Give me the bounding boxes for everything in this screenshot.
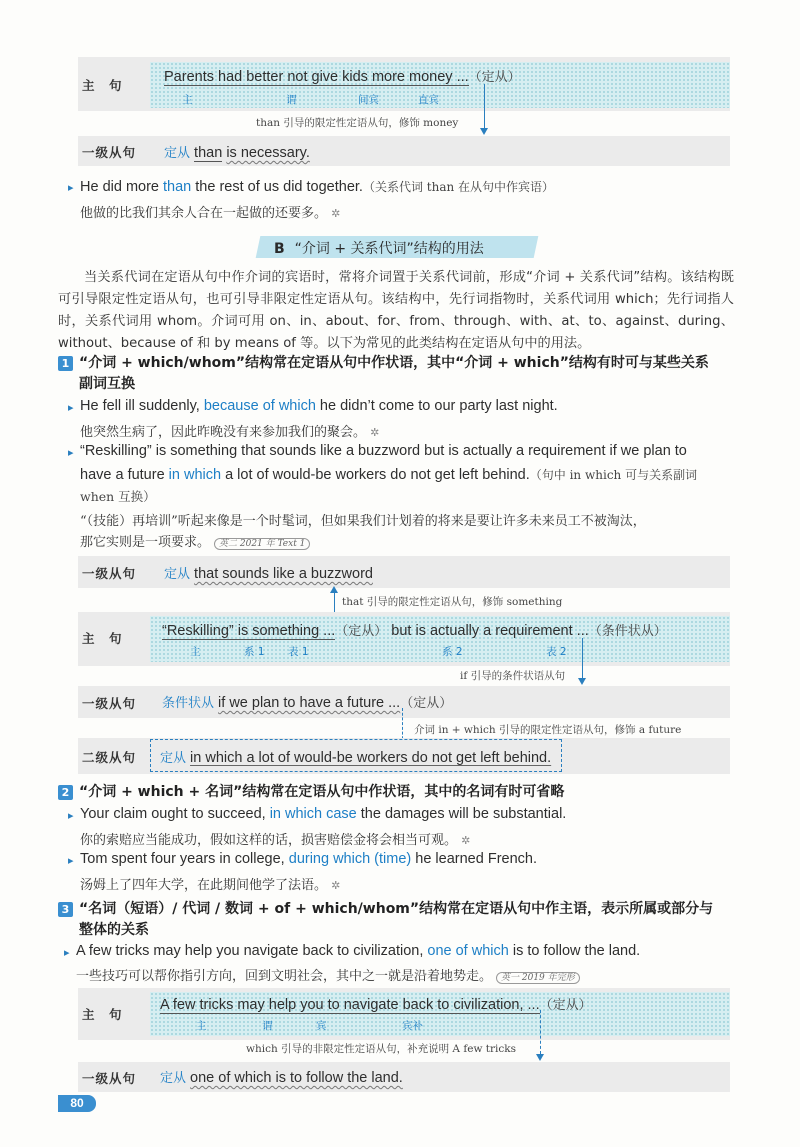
clause-type-label: 定从 <box>160 751 187 766</box>
point-title-continued: 副词互换 <box>79 376 135 392</box>
clause-tag: （定从） <box>539 998 592 1013</box>
clause-text: if we plan to have a future ... <box>218 695 401 711</box>
example-sentence-continued <box>80 466 697 483</box>
point-heading-1 <box>58 352 709 372</box>
grammar-note-continued: when 互换） <box>80 489 156 504</box>
role-predicative-2: 表 2 <box>546 646 567 658</box>
main-sentence-text: Parents had better not give kids more money ... <box>164 69 469 85</box>
connector-line <box>582 638 583 678</box>
annotation-note: that 引导的限定性定语从句，修饰 something <box>342 596 563 608</box>
section-title: “介词 + 关系代词”结构的用法 <box>294 241 484 257</box>
role-predicate: 谓 <box>286 94 297 106</box>
arrow-up-icon <box>330 586 338 593</box>
audio-icon[interactable]: ✲ <box>461 834 471 847</box>
audio-icon[interactable]: ✲ <box>370 426 380 439</box>
text: A few tricks may help you navigate back to civilization, <box>76 943 428 959</box>
annotation-note: than 引导的限定性定语从句，修饰 money <box>256 117 459 129</box>
audio-icon[interactable]: ✲ <box>331 879 341 892</box>
page-number: 80 <box>58 1095 96 1112</box>
sub-clause-sentence <box>164 142 310 161</box>
annotation-note: if 引导的条件状语从句 <box>460 670 566 682</box>
example-sentence <box>80 178 554 195</box>
arrow-down-icon <box>578 678 586 685</box>
point-title-continued: 整体的关系 <box>79 922 149 938</box>
text: Your claim ought to succeed, <box>80 806 270 822</box>
text: is to follow the land. <box>508 943 641 959</box>
point-heading-2 <box>58 781 564 801</box>
highlight: during which (time) <box>288 851 412 867</box>
sub-clause-sentence <box>160 1067 403 1086</box>
example-sentence <box>80 851 537 867</box>
arrow-down-icon <box>480 128 488 135</box>
connector-line <box>540 1010 541 1054</box>
clause-type-label: 条件状从 <box>162 696 215 711</box>
connector-line <box>484 84 485 128</box>
clause-type-label: 定从 <box>164 567 191 582</box>
role-object: 宾 <box>316 1020 327 1032</box>
example-translation-continued <box>80 531 310 550</box>
role-predicative-1: 表 1 <box>288 646 309 658</box>
main-clause-label: 主 句 <box>82 631 123 646</box>
clause-type-label: 定从 <box>160 1071 187 1086</box>
clause-tag: （定从） <box>468 70 521 85</box>
example-translation <box>80 874 340 893</box>
grammar-note: （关系代词 than 在从句中作宾语） <box>362 180 555 194</box>
example-translation <box>80 829 470 848</box>
annotation-note: 介词 in + which 引导的限定性定语从句，修饰 a future <box>414 724 682 736</box>
main-sentence <box>164 66 521 85</box>
text: He fell ill suddenly, <box>80 398 204 414</box>
main-sentence-text: but is actually a requirement ... <box>387 623 589 639</box>
intro-paragraph: 当关系代词在定语从句中作介词的宾语时，常将介词置于关系代词前，形成“介词 + 关系代词”结构。该结构既可引导限定性定语从句，也可引导非限定性定语从句。该结构中，先行词指物时，关系代词用 which；先行词指人时，关系代词用 whom。介词可用 on、in、about、for、from、through、with、at、to、against、during、without、because of 和 by means of 等。以下为常见的此类结构在定语从句中的用法。 <box>58 270 734 351</box>
point-title: “名词（短语）/ 代词 / 数词 + of + which/whom”结构常在定语从句中作主语，表示所属或部分与 <box>79 901 714 917</box>
role-predicate: 谓 <box>262 1020 273 1032</box>
annotation-note: which 引导的非限定性定语从句，补充说明 A few tricks <box>246 1043 516 1055</box>
section-heading <box>274 238 484 258</box>
point-number: 3 <box>58 902 73 917</box>
clause-tag: （定从） <box>400 696 453 711</box>
text: the rest of us did together. <box>191 179 363 195</box>
clause-tag: （条件状从） <box>588 624 667 639</box>
example-translation <box>80 202 340 221</box>
role-link-1: 系 1 <box>244 646 265 658</box>
example-sentence <box>76 943 640 959</box>
audio-icon[interactable]: ✲ <box>331 207 341 220</box>
clause-text: one of which is to follow the land. <box>190 1070 403 1086</box>
point-heading-3 <box>58 898 713 918</box>
main-sentence <box>162 620 667 639</box>
example-sentence <box>80 806 566 822</box>
text: he didn’t come to our party last night. <box>315 398 558 414</box>
main-sentence-text: A few tricks may help you to navigate back to civilization, ... <box>160 997 540 1013</box>
role-direct-object: 直宾 <box>418 94 439 106</box>
grammar-note: （句中 in which 可与关系副词 <box>529 468 698 482</box>
text: a lot of would-be workers do not get left behind. <box>221 467 530 483</box>
translation-text: 他做的比我们其余人合在一起做的还要多。 <box>80 206 328 221</box>
sub-clause-label: 一级从句 <box>82 1071 137 1086</box>
example-translation: “（技能）再培训”听起来像是一个时髦词，但如果我们计划着的将来是要让许多未来员工不被淘汰， <box>80 514 646 529</box>
text: have a future <box>80 467 169 483</box>
role-link-2: 系 2 <box>442 646 463 658</box>
translation-text: 一些技巧可以帮你指引方向，回到文明社会，其中之一就是沿着地势走。 <box>76 969 493 984</box>
translation-text: 他突然生病了，因此昨晚没有来参加我们的聚会。 <box>80 425 367 440</box>
point-title: “介词 + which/whom”结构常在定语从句中作状语，其中“介词 + which”结构有时可与某些关系 <box>79 355 709 371</box>
main-clause-label: 主 句 <box>82 78 123 93</box>
translation-text: 你的索赔应当能成功，假如这样的话，损害赔偿金将会相当可观。 <box>80 833 458 848</box>
main-sentence-text: “Reskilling” is something ... <box>162 623 336 639</box>
text: he learned French. <box>411 851 537 867</box>
section-letter: B <box>274 241 285 257</box>
main-sentence <box>160 994 592 1013</box>
sub-clause-label: 二级从句 <box>82 750 137 765</box>
text: He did more <box>80 179 164 195</box>
point-number: 2 <box>58 785 73 800</box>
point-number: 1 <box>58 356 73 371</box>
role-subject: 主 <box>196 1020 207 1032</box>
clause-rest: is necessary. <box>226 145 310 161</box>
highlight: in which <box>168 467 222 483</box>
sub-clause-sentence <box>160 747 551 766</box>
highlight: one of which <box>427 943 509 959</box>
role-subject: 主 <box>182 94 193 106</box>
sub-clause-label: 一级从句 <box>82 145 137 160</box>
example-translation <box>80 421 379 440</box>
role-indirect-object: 间宾 <box>358 94 379 106</box>
example-sentence: ▸ “Reskilling” is something that sounds like a buzzword but is actually a requirement if we plan to <box>80 443 687 459</box>
clause-tag: （定从） <box>335 624 388 639</box>
source-badge: 英一 2019 年完形 <box>496 972 580 984</box>
highlight: than <box>163 179 192 195</box>
translation-text: 那它实则是一项要求。 <box>80 535 211 550</box>
relative-word: than <box>194 145 223 161</box>
highlight: because of which <box>203 398 316 414</box>
example-translation <box>76 965 580 984</box>
main-clause-label: 主 句 <box>82 1007 123 1022</box>
clause-text: that sounds like a buzzword <box>194 566 373 582</box>
clause-type-label: 定从 <box>164 146 191 161</box>
text: Tom spent four years in college, <box>80 851 289 867</box>
clause-text: in which a lot of would-be workers do not get left behind. <box>190 750 552 766</box>
translation-text: 汤姆上了四年大学，在此期间他学了法语。 <box>80 878 328 893</box>
source-badge: 英二 2021 年 Text 1 <box>214 538 310 550</box>
highlight: in which case <box>269 806 357 822</box>
arrow-down-icon <box>536 1054 544 1061</box>
text: the damages will be substantial. <box>356 806 567 822</box>
example-sentence <box>80 398 558 414</box>
sub-clause-label: 一级从句 <box>82 566 137 581</box>
role-subject: 主 <box>190 646 201 658</box>
sub-clause-sentence <box>164 563 373 582</box>
sub-clause-label: 一级从句 <box>82 696 137 711</box>
point-title: “介词 + which + 名词”结构常在定语从句中作状语，其中的名词有时可省略 <box>79 784 565 800</box>
role-complement: 宾补 <box>402 1020 423 1032</box>
sub-clause-sentence <box>162 692 452 711</box>
